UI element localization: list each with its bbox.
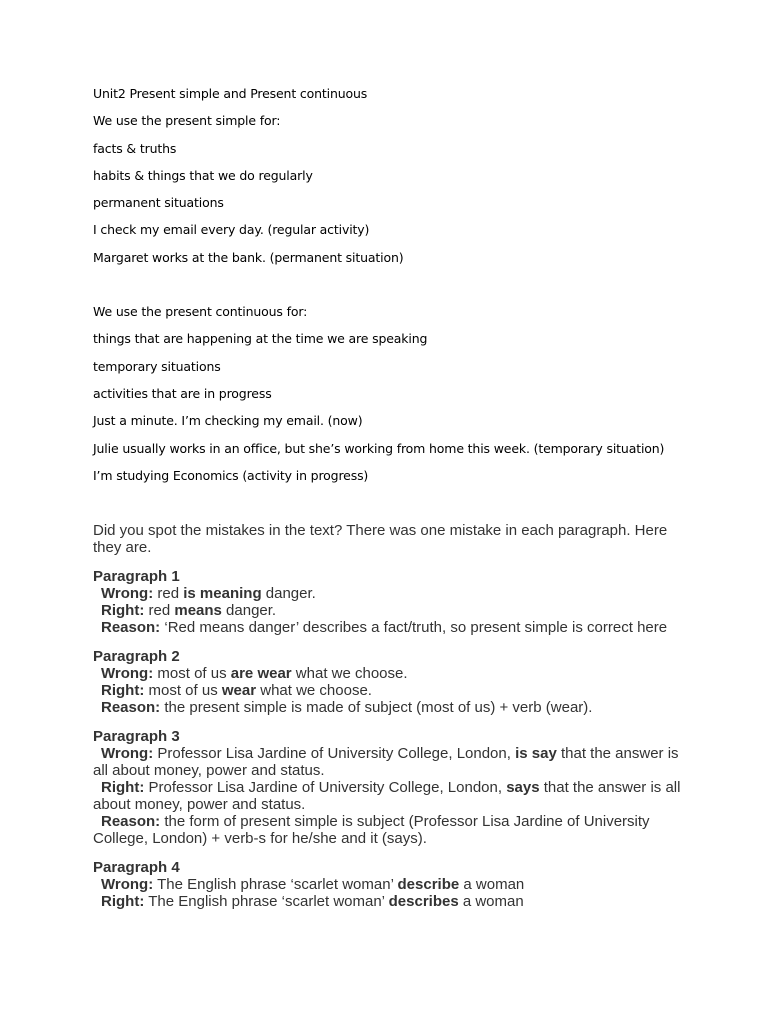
paragraph-heading: Paragraph 3 (93, 728, 180, 746)
wrong-line (93, 876, 683, 893)
paragraph-heading: Paragraph 1 (93, 568, 180, 586)
right-text: The English phrase ‘scarlet woman’ (148, 893, 389, 911)
right-verb: describes (388, 893, 459, 911)
paragraph-2-answer (93, 648, 683, 716)
continuous-use-item: activities that are in progress (93, 385, 272, 401)
right-text-end: what we choose. (256, 682, 372, 700)
wrong-text: red (157, 585, 184, 603)
wrong-line (93, 665, 683, 682)
continuous-intro: We use the present continuous for: (93, 304, 308, 320)
continuous-example: Just a minute. I’m checking my email. (now) (93, 413, 363, 429)
spacer (93, 277, 683, 304)
right-label: Right: (101, 779, 145, 797)
right-text: Professor Lisa Jardine of University College, London, (148, 779, 507, 797)
answers-intro: Did you spot the mistakes in the text? There was one mistake in each paragraph. Here they are. (93, 522, 668, 557)
paragraph-3-answer (93, 728, 683, 847)
reason-label: Reason: (101, 699, 161, 717)
simple-example: Margaret works at the bank. (permanent situation) (93, 249, 404, 265)
wrong-text-end: what we choose. (291, 665, 408, 683)
wrong-text-end: that the answer is all about money, power and status. (93, 745, 679, 780)
reason-label: Reason: (101, 619, 161, 637)
wrong-text: The English phrase ‘scarlet woman’ (157, 876, 398, 894)
right-text-end: that the answer is all about money, power and status. (93, 779, 681, 814)
simple-use-item: habits & things that we do regularly (93, 167, 313, 183)
simple-example: I check my email every day. (regular activity) (93, 222, 370, 238)
wrong-line (93, 585, 683, 602)
continuous-use-item: things that are happening at the time we are speaking (93, 331, 428, 347)
paragraph-heading: Paragraph 4 (93, 859, 180, 877)
reason-text: the present simple is made of subject (most of us) + verb (wear). (164, 699, 593, 717)
reason-line (93, 619, 683, 636)
right-line (93, 893, 683, 910)
right-line (93, 779, 683, 813)
wrong-verb: describe (397, 876, 460, 894)
paragraph-heading: Paragraph 2 (93, 648, 180, 666)
reason-label: Reason: (101, 813, 161, 831)
right-verb: says (506, 779, 540, 797)
wrong-text: Professor Lisa Jardine of University College, London, (157, 745, 516, 763)
right-text: most of us (148, 682, 222, 700)
right-text-end: a woman (458, 893, 524, 911)
continuous-use-item: temporary situations (93, 358, 221, 374)
wrong-text: most of us (157, 665, 231, 683)
paragraph-1-answer (93, 568, 683, 636)
right-text: red (148, 602, 175, 620)
unit-title: Unit2 Present simple and Present continuous (93, 86, 368, 101)
wrong-text-end: a woman (459, 876, 525, 894)
spacer (93, 495, 683, 522)
wrong-label: Wrong: (101, 585, 154, 603)
right-verb: means (174, 602, 222, 620)
paragraph-4-answer (93, 859, 683, 910)
right-line (93, 682, 683, 699)
reason-line (93, 699, 683, 716)
continuous-example: I’m studying Economics (activity in progress) (93, 467, 369, 483)
right-text-end: danger. (221, 602, 277, 620)
right-label: Right: (101, 602, 145, 620)
wrong-verb: is say (515, 745, 557, 763)
wrong-text-end: danger. (261, 585, 316, 603)
simple-intro: We use the present simple for: (93, 113, 281, 129)
wrong-label: Wrong: (101, 745, 154, 763)
reason-line (93, 813, 683, 847)
wrong-label: Wrong: (101, 876, 154, 894)
continuous-example: Julie usually works in an office, but she’s working from home this week. (temporary situation) (93, 440, 665, 456)
reason-text: the form of present simple is subject (Professor Lisa Jardine of University College, London) + verb-s for he/she and it (says). (93, 813, 650, 848)
wrong-verb: is meaning (183, 585, 262, 603)
right-label: Right: (101, 893, 145, 911)
document-content (93, 86, 683, 910)
wrong-line (93, 745, 683, 779)
simple-use-item: facts & truths (93, 140, 177, 156)
wrong-label: Wrong: (101, 665, 154, 683)
reason-text: ‘Red means danger’ describes a fact/truth, so present simple is correct here (164, 619, 668, 637)
simple-use-item: permanent situations (93, 195, 224, 211)
right-label: Right: (101, 682, 145, 700)
right-line (93, 602, 683, 619)
wrong-verb: are wear (230, 665, 292, 683)
right-verb: wear (221, 682, 257, 700)
